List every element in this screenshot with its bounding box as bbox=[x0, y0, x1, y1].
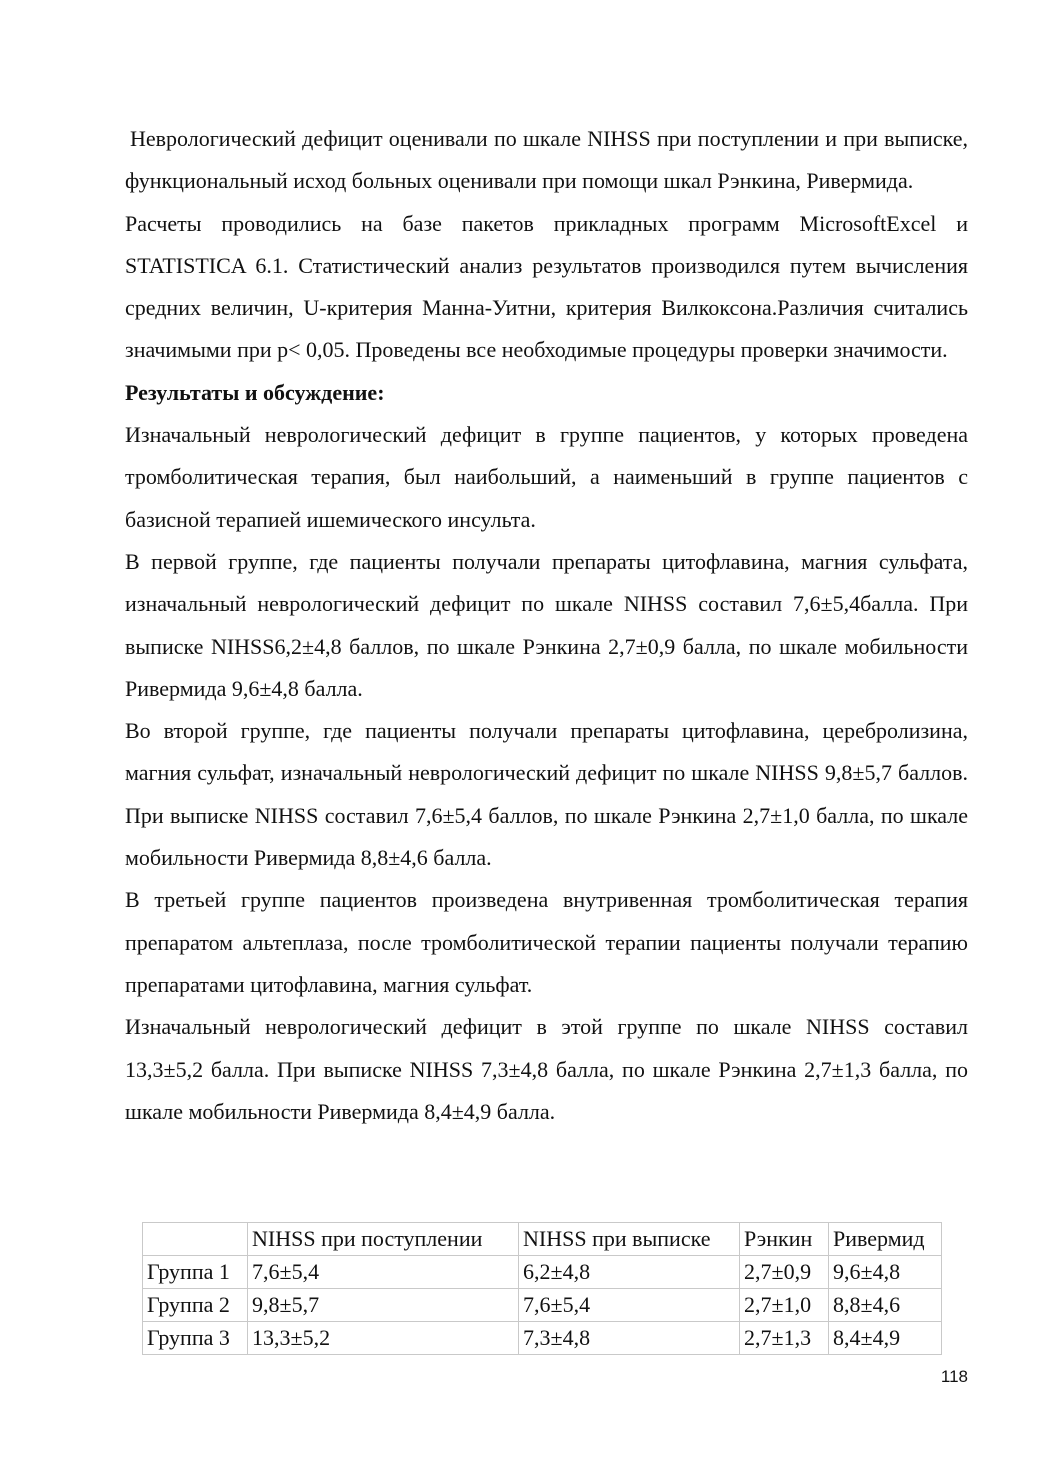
table-cell: 7,6±5,4 bbox=[248, 1256, 519, 1289]
table-header-cell: NIHSS при поступлении bbox=[248, 1223, 519, 1256]
statistics-paragraph: Расчеты проводились на базе пакетов прикладных программ MicrosoftExcel и STATISTICA 6.1. Статистический анализ результатов производился путем вычисления средних величин, U-критерия Манна-Уитни, критерия Вилкоксона.Различия считались значимыми при p< 0,05. Проведены все необходимые процедуры проверки значимости. bbox=[125, 210, 968, 363]
table-cell: 7,3±4,8 bbox=[519, 1322, 740, 1355]
table-row bbox=[143, 1289, 942, 1322]
table-cell: 9,6±4,8 bbox=[829, 1256, 942, 1289]
table-cell: 8,8±4,6 bbox=[829, 1289, 942, 1322]
table-header-cell bbox=[143, 1223, 248, 1256]
group-1-paragraph: В первой группе, где пациенты получали препараты цитофлавина, магния сульфата, изначальный неврологический дефицит по шкале NIHSS составил 7,6±5,4балла. При выписке NIHSS6,2±4,8 баллов, по шкале Рэнкина 2,7±0,9 балла, по шкале мобильности Ривермида 9,6±4,8 балла. bbox=[125, 548, 968, 701]
table-header-cell: NIHSS при выписке bbox=[519, 1223, 740, 1256]
table-cell: Группа 3 bbox=[143, 1322, 248, 1355]
page-number: 118 bbox=[940, 1367, 968, 1386]
table-cell: 2,7±0,9 bbox=[740, 1256, 829, 1289]
table-cell: 2,7±1,3 bbox=[740, 1322, 829, 1355]
table-cell: 7,6±5,4 bbox=[519, 1289, 740, 1322]
results-table bbox=[142, 1222, 942, 1355]
table-cell: Группа 2 bbox=[143, 1289, 248, 1322]
table-cell: 13,3±5,2 bbox=[248, 1322, 519, 1355]
group-3-paragraph: В третьей группе пациентов произведена внутривенная тромболитическая терапия препаратом альтеплаза, после тромболитической терапии пациенты получали терапию препаратами цитофлавина, магния сульфат. bbox=[125, 887, 968, 997]
table-row bbox=[143, 1256, 942, 1289]
table-header-cell: Рэнкин bbox=[740, 1223, 829, 1256]
group-3-results-paragraph: Изначальный неврологический дефицит в этой группе по шкале NIHSS составил 13,3±5,2 балла. При выписке NIHSS 7,3±4,8 балла, по шкале Рэнкина 2,7±1,3 балла, по шкале мобильности Ривермида 8,4±4,9 балла. bbox=[125, 1014, 968, 1124]
methods-paragraph: Неврологический дефицит оценивали по шкале NIHSS при поступлении и при выписке, функциональный исход больных оценивали при помощи шкал Рэнкина, Ривермида. bbox=[125, 126, 968, 194]
table-cell: 8,4±4,9 bbox=[829, 1322, 942, 1355]
table-cell: 6,2±4,8 bbox=[519, 1256, 740, 1289]
table-row bbox=[143, 1322, 942, 1355]
group-2-paragraph: Во второй группе, где пациенты получали препараты цитофлавина, церебролизина, магния сульфат, изначальный неврологический дефицит по шкале NIHSS 9,8±5,7 баллов. При выписке NIHSS составил 7,6±5,4 баллов, по шкале Рэнкина 2,7±1,0 балла, по шкале мобильности Ривермида 8,8±4,6 балла. bbox=[125, 718, 968, 871]
table-header-cell: Ривермид bbox=[829, 1223, 942, 1256]
table-cell: 2,7±1,0 bbox=[740, 1289, 829, 1322]
results-paragraph: Изначальный неврологический дефицит в группе пациентов, у которых проведена тромболитическая терапия, был наибольший, а наименьший в группе пациентов с базисной терапией ишемического инсульта. bbox=[125, 422, 968, 532]
document-body bbox=[125, 118, 968, 1133]
results-heading: Результаты и обсуждение: bbox=[125, 379, 385, 405]
table-cell: Группа 1 bbox=[143, 1256, 248, 1289]
table-cell: 9,8±5,7 bbox=[248, 1289, 519, 1322]
table-header-row bbox=[143, 1223, 942, 1256]
